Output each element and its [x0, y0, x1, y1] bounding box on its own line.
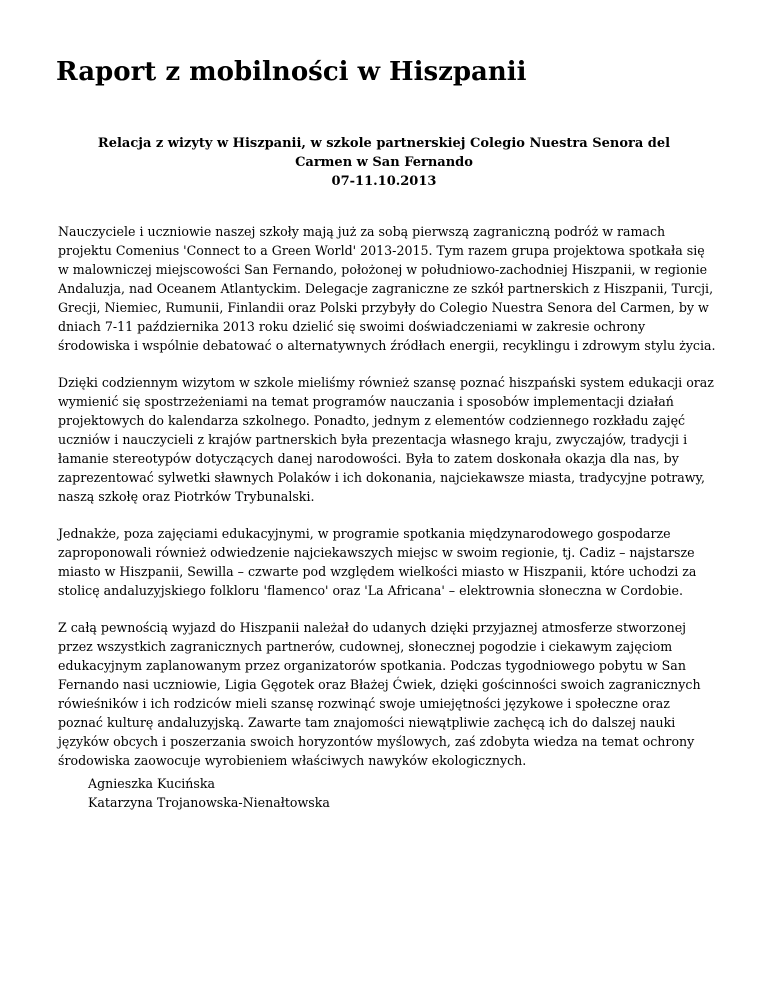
paragraph-3: Jednakże, poza zajęciami edukacyjnymi, w programie spotkania międzynarodowego gospodarze zaproponowali również odwiedzenie najciekawszych miejsc w swoim regionie, tj. Cadiz – najstarsze miasto w Hiszpanii, Sewilla – czwarte pod względem wielkości miasto w Hiszpanii, które uchodzi za stolicę andaluzyjskiego folkloru 'flamenco' oraz 'La Africana' – elektrownia słoneczna w Cordobie. [58, 526, 697, 598]
report-body [58, 222, 718, 788]
paragraph-1: Nauczyciele i uczniowie naszej szkoły mają już za sobą pierwszą zagraniczną podróż w ramach projektu Comenius 'Connect to a Green World' 2013-2015. Tym razem grupa projektowa spotkała się w malowniczej miejscowości San Fernando, położonej w południowo-zachodniej Hiszpanii, w regionie Andaluzja, nad Oceanem Atlantyckim. Delegacje zagraniczne ze szkół partnerskich z Hiszpanii, Turcji, Grecji, Niemiec, Rumunii, Finlandii oraz Polski przybyły do Colegio Nuestra Senora del Carmen, by w dniach 7-11 października 2013 roku dzielić się swoimi doświadczeniami w zakresie ochrony środowiska i wspólnie debatować o alternatywnych źródłach energii, recyklingu i zdrowym stylu życia. [58, 224, 716, 353]
paragraph-2: Dzięki codziennym wizytom w szkole mieliśmy również szansę poznać hiszpański system edukacji oraz wymienić się spostrzeżeniami na temat programów nauczania i sposobów implementacji działań projektowych do kalendarza szkolnego. Ponadto, jednym z elementów codziennego rozkładu zajęć uczniów i nauczycieli z krajów partnerskich była prezentacja własnego kraju, zwyczajów, tradycji i łamanie stereotypów dotyczących danej narodowości. Była to zatem doskonała okazja dla nas, by zaprezentować sylwetki sławnych Polaków i ich dokonania, najciekawsze miasta, tradycyjne potrawy, naszą szkołę oraz Piotrków Trybunalski. [58, 375, 714, 504]
signature-author-1: Agnieszka Kucińska [88, 776, 216, 791]
subtitle-date: 07-11.10.2013 [331, 174, 437, 189]
page-title: Raport z mobilności w Hiszpanii [56, 57, 527, 87]
subtitle-line-1: Relacja z wizyty w Hiszpanii, w szkole partnerskiej Colegio Nuestra Senora del [97, 136, 671, 151]
report-subtitle [58, 134, 710, 191]
signature-author-2: Katarzyna Trojanowska-Nienałtowska [88, 795, 330, 810]
subtitle-line-2: Carmen w San Fernando [295, 155, 473, 170]
paragraph-4: Z całą pewnością wyjazd do Hiszpanii należał do udanych dzięki przyjaznej atmosferze stworzonej przez wszystkich zagranicznych partnerów, cudownej, słonecznej pogodzie i ciekawym zajęciom edukacyjnym zaplanowanym przez organizatorów spotkania. Podczas tygodniowego pobytu w San Fernando nasi uczniowie, Ligia Gęgotek oraz Błażej Ćwiek, dzięki gościnności swoich zagranicznych rówieśników i ich rodziców mieli szansę rozwinąć swoje umiejętności językowe i społeczne oraz poznać kulturę andaluzyjską. Zawarte tam znajomości niewątpliwie zachęcą ich do dalszej nauki języków obcych i poszerzania swoich horyzontów myślowych, zaś zdobyta wiedza na temat ochrony środowiska zaowocuje wyrobieniem właściwych nawyków ekologicznych. [58, 620, 701, 768]
signature-block [88, 774, 330, 812]
